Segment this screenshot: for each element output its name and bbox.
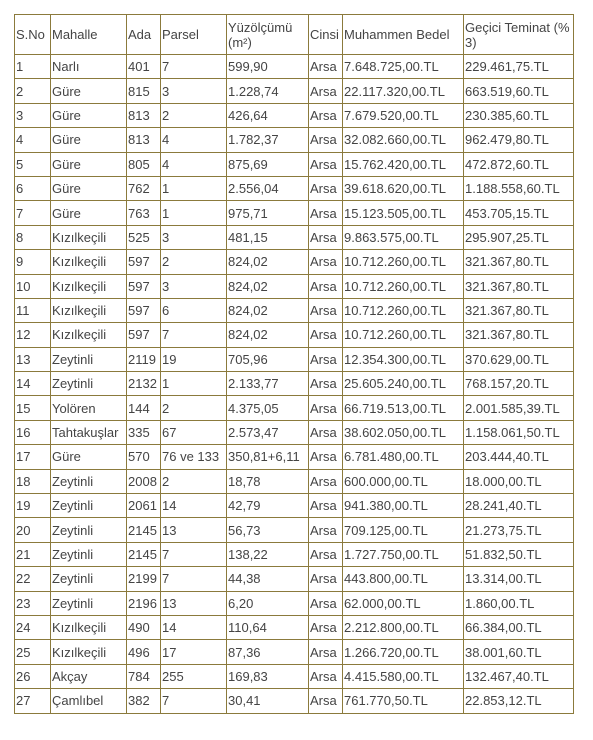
table-body: [15, 55, 574, 714]
cell-yuzolcumu: 824,02: [227, 298, 309, 322]
cell-yuzolcumu: 481,15: [227, 225, 309, 249]
cell-mahalle: Kızılkeçili: [51, 250, 127, 274]
cell-parsel: 4: [161, 128, 227, 152]
cell-sno: 23: [15, 591, 51, 615]
cell-yuzolcumu: 138,22: [227, 542, 309, 566]
cell-sno: 18: [15, 469, 51, 493]
cell-teminat: 663.519,60.TL: [464, 79, 574, 103]
cell-mahalle: Narlı: [51, 55, 127, 79]
cell-teminat: 1.158.061,50.TL: [464, 420, 574, 444]
header-parsel: Parsel: [161, 15, 227, 55]
header-bedel: Muhammen Bedel: [343, 15, 464, 55]
cell-mahalle: Kızılkeçili: [51, 323, 127, 347]
cell-sno: 12: [15, 323, 51, 347]
cell-bedel: 10.712.260,00.TL: [343, 298, 464, 322]
cell-mahalle: Kızılkeçili: [51, 274, 127, 298]
table-row: [15, 176, 574, 200]
table-row: [15, 640, 574, 664]
cell-parsel: 3: [161, 225, 227, 249]
cell-yuzolcumu: 2.133,77: [227, 372, 309, 396]
table-row: [15, 494, 574, 518]
cell-bedel: 10.712.260,00.TL: [343, 274, 464, 298]
cell-sno: 1: [15, 55, 51, 79]
cell-ada: 401: [127, 55, 161, 79]
cell-sno: 27: [15, 689, 51, 713]
cell-parsel: 2: [161, 103, 227, 127]
cell-yuzolcumu: 44,38: [227, 567, 309, 591]
cell-yuzolcumu: 110,64: [227, 615, 309, 639]
cell-cinsi: Arsa: [309, 615, 343, 639]
cell-mahalle: Güre: [51, 445, 127, 469]
cell-ada: 762: [127, 176, 161, 200]
cell-mahalle: Tahtakuşlar: [51, 420, 127, 444]
cell-bedel: 4.415.580,00.TL: [343, 664, 464, 688]
cell-bedel: 1.266.720,00.TL: [343, 640, 464, 664]
cell-parsel: 1: [161, 176, 227, 200]
cell-cinsi: Arsa: [309, 225, 343, 249]
cell-sno: 8: [15, 225, 51, 249]
header-mahalle: Mahalle: [51, 15, 127, 55]
cell-bedel: 15.762.420,00.TL: [343, 152, 464, 176]
cell-parsel: 1: [161, 201, 227, 225]
cell-yuzolcumu: 6,20: [227, 591, 309, 615]
cell-ada: 525: [127, 225, 161, 249]
cell-cinsi: Arsa: [309, 152, 343, 176]
cell-parsel: 13: [161, 591, 227, 615]
cell-sno: 26: [15, 664, 51, 688]
cell-ada: 335: [127, 420, 161, 444]
cell-yuzolcumu: 42,79: [227, 494, 309, 518]
cell-sno: 25: [15, 640, 51, 664]
cell-ada: 815: [127, 79, 161, 103]
cell-teminat: 230.385,60.TL: [464, 103, 574, 127]
cell-parsel: 4: [161, 152, 227, 176]
cell-yuzolcumu: 824,02: [227, 323, 309, 347]
table-row: [15, 567, 574, 591]
cell-parsel: 3: [161, 79, 227, 103]
header-ada: Ada: [127, 15, 161, 55]
table-row: [15, 664, 574, 688]
table-row: [15, 79, 574, 103]
cell-yuzolcumu: 824,02: [227, 250, 309, 274]
cell-sno: 4: [15, 128, 51, 152]
cell-teminat: 962.479,80.TL: [464, 128, 574, 152]
cell-mahalle: Güre: [51, 152, 127, 176]
cell-cinsi: Arsa: [309, 591, 343, 615]
cell-ada: 144: [127, 396, 161, 420]
cell-bedel: 709.125,00.TL: [343, 518, 464, 542]
cell-bedel: 62.000,00.TL: [343, 591, 464, 615]
cell-cinsi: Arsa: [309, 640, 343, 664]
cell-teminat: 18.000,00.TL: [464, 469, 574, 493]
cell-mahalle: Yolören: [51, 396, 127, 420]
cell-yuzolcumu: 169,83: [227, 664, 309, 688]
cell-mahalle: Zeytinli: [51, 518, 127, 542]
cell-ada: 382: [127, 689, 161, 713]
cell-mahalle: Zeytinli: [51, 567, 127, 591]
cell-parsel: 7: [161, 542, 227, 566]
cell-sno: 13: [15, 347, 51, 371]
cell-teminat: 453.705,15.TL: [464, 201, 574, 225]
cell-sno: 24: [15, 615, 51, 639]
cell-parsel: 17: [161, 640, 227, 664]
cell-cinsi: Arsa: [309, 445, 343, 469]
cell-ada: 805: [127, 152, 161, 176]
cell-yuzolcumu: 705,96: [227, 347, 309, 371]
cell-ada: 2008: [127, 469, 161, 493]
cell-yuzolcumu: 824,02: [227, 274, 309, 298]
cell-parsel: 19: [161, 347, 227, 371]
cell-teminat: 21.273,75.TL: [464, 518, 574, 542]
cell-cinsi: Arsa: [309, 518, 343, 542]
cell-yuzolcumu: 2.573,47: [227, 420, 309, 444]
cell-sno: 2: [15, 79, 51, 103]
cell-ada: 813: [127, 103, 161, 127]
cell-yuzolcumu: 56,73: [227, 518, 309, 542]
table-row: [15, 420, 574, 444]
table-row: [15, 689, 574, 713]
cell-sno: 7: [15, 201, 51, 225]
cell-cinsi: Arsa: [309, 323, 343, 347]
cell-ada: 2132: [127, 372, 161, 396]
table-row: [15, 274, 574, 298]
cell-cinsi: Arsa: [309, 274, 343, 298]
cell-ada: 490: [127, 615, 161, 639]
cell-cinsi: Arsa: [309, 347, 343, 371]
cell-sno: 9: [15, 250, 51, 274]
cell-mahalle: Zeytinli: [51, 347, 127, 371]
table-header: [15, 15, 574, 55]
cell-mahalle: Zeytinli: [51, 494, 127, 518]
cell-yuzolcumu: 30,41: [227, 689, 309, 713]
header-cinsi: Cinsi: [309, 15, 343, 55]
cell-parsel: 76 ve 133: [161, 445, 227, 469]
cell-teminat: 132.467,40.TL: [464, 664, 574, 688]
cell-teminat: 22.853,12.TL: [464, 689, 574, 713]
cell-teminat: 1.188.558,60.TL: [464, 176, 574, 200]
cell-cinsi: Arsa: [309, 176, 343, 200]
cell-bedel: 443.800,00.TL: [343, 567, 464, 591]
cell-mahalle: Zeytinli: [51, 469, 127, 493]
cell-mahalle: Kızılkeçili: [51, 225, 127, 249]
cell-mahalle: Zeytinli: [51, 591, 127, 615]
cell-ada: 597: [127, 274, 161, 298]
cell-parsel: 7: [161, 323, 227, 347]
cell-bedel: 15.123.505,00.TL: [343, 201, 464, 225]
cell-bedel: 761.770,50.TL: [343, 689, 464, 713]
cell-parsel: 2: [161, 396, 227, 420]
cell-cinsi: Arsa: [309, 396, 343, 420]
cell-ada: 570: [127, 445, 161, 469]
cell-yuzolcumu: 2.556,04: [227, 176, 309, 200]
table-row: [15, 298, 574, 322]
cell-yuzolcumu: 599,90: [227, 55, 309, 79]
cell-sno: 19: [15, 494, 51, 518]
cell-bedel: 1.727.750,00.TL: [343, 542, 464, 566]
cell-bedel: 600.000,00.TL: [343, 469, 464, 493]
cell-ada: 763: [127, 201, 161, 225]
cell-teminat: 13.314,00.TL: [464, 567, 574, 591]
cell-yuzolcumu: 975,71: [227, 201, 309, 225]
cell-ada: 2145: [127, 518, 161, 542]
cell-parsel: 7: [161, 567, 227, 591]
cell-bedel: 9.863.575,00.TL: [343, 225, 464, 249]
cell-bedel: 22.117.320,00.TL: [343, 79, 464, 103]
cell-ada: 813: [127, 128, 161, 152]
cell-bedel: 12.354.300,00.TL: [343, 347, 464, 371]
table-row: [15, 518, 574, 542]
cell-yuzolcumu: 18,78: [227, 469, 309, 493]
cell-parsel: 13: [161, 518, 227, 542]
cell-teminat: 768.157,20.TL: [464, 372, 574, 396]
cell-teminat: 295.907,25.TL: [464, 225, 574, 249]
cell-teminat: 28.241,40.TL: [464, 494, 574, 518]
cell-parsel: 14: [161, 615, 227, 639]
cell-cinsi: Arsa: [309, 250, 343, 274]
cell-teminat: 66.384,00.TL: [464, 615, 574, 639]
cell-cinsi: Arsa: [309, 79, 343, 103]
table-row: [15, 347, 574, 371]
table-row: [15, 396, 574, 420]
cell-cinsi: Arsa: [309, 494, 343, 518]
cell-ada: 2119: [127, 347, 161, 371]
cell-teminat: 229.461,75.TL: [464, 55, 574, 79]
cell-parsel: 7: [161, 55, 227, 79]
cell-bedel: 25.605.240,00.TL: [343, 372, 464, 396]
cell-bedel: 6.781.480,00.TL: [343, 445, 464, 469]
table-row: [15, 55, 574, 79]
table-row: [15, 152, 574, 176]
cell-teminat: 1.860,00.TL: [464, 591, 574, 615]
cell-parsel: 7: [161, 689, 227, 713]
cell-cinsi: Arsa: [309, 567, 343, 591]
cell-mahalle: Kızılkeçili: [51, 615, 127, 639]
cell-parsel: 2: [161, 469, 227, 493]
cell-bedel: 32.082.660,00.TL: [343, 128, 464, 152]
table-row: [15, 591, 574, 615]
cell-yuzolcumu: 350,81+6,11: [227, 445, 309, 469]
cell-yuzolcumu: 87,36: [227, 640, 309, 664]
cell-yuzolcumu: 875,69: [227, 152, 309, 176]
cell-cinsi: Arsa: [309, 298, 343, 322]
cell-cinsi: Arsa: [309, 372, 343, 396]
table-row: [15, 615, 574, 639]
cell-sno: 3: [15, 103, 51, 127]
cell-ada: 2061: [127, 494, 161, 518]
cell-sno: 10: [15, 274, 51, 298]
cell-sno: 14: [15, 372, 51, 396]
cell-bedel: 7.679.520,00.TL: [343, 103, 464, 127]
cell-bedel: 66.719.513,00.TL: [343, 396, 464, 420]
cell-yuzolcumu: 1.228,74: [227, 79, 309, 103]
table-row: [15, 445, 574, 469]
cell-parsel: 6: [161, 298, 227, 322]
cell-yuzolcumu: 4.375,05: [227, 396, 309, 420]
cell-ada: 2196: [127, 591, 161, 615]
cell-teminat: 321.367,80.TL: [464, 298, 574, 322]
cell-mahalle: Akçay: [51, 664, 127, 688]
header-sno: S.No: [15, 15, 51, 55]
cell-teminat: 2.001.585,39.TL: [464, 396, 574, 420]
cell-mahalle: Zeytinli: [51, 542, 127, 566]
cell-teminat: 38.001,60.TL: [464, 640, 574, 664]
cell-parsel: 3: [161, 274, 227, 298]
cell-cinsi: Arsa: [309, 128, 343, 152]
cell-sno: 5: [15, 152, 51, 176]
cell-parsel: 2: [161, 250, 227, 274]
cell-cinsi: Arsa: [309, 55, 343, 79]
cell-teminat: 203.444,40.TL: [464, 445, 574, 469]
cell-parsel: 14: [161, 494, 227, 518]
cell-sno: 11: [15, 298, 51, 322]
cell-mahalle: Güre: [51, 176, 127, 200]
cell-teminat: 321.367,80.TL: [464, 323, 574, 347]
auction-table: [14, 14, 574, 714]
cell-bedel: 39.618.620,00.TL: [343, 176, 464, 200]
cell-sno: 21: [15, 542, 51, 566]
cell-sno: 15: [15, 396, 51, 420]
cell-mahalle: Çamlıbel: [51, 689, 127, 713]
cell-bedel: 7.648.725,00.TL: [343, 55, 464, 79]
cell-teminat: 370.629,00.TL: [464, 347, 574, 371]
cell-parsel: 67: [161, 420, 227, 444]
cell-mahalle: Güre: [51, 201, 127, 225]
cell-ada: 2199: [127, 567, 161, 591]
cell-sno: 6: [15, 176, 51, 200]
table-row: [15, 225, 574, 249]
cell-cinsi: Arsa: [309, 103, 343, 127]
cell-cinsi: Arsa: [309, 420, 343, 444]
cell-parsel: 255: [161, 664, 227, 688]
cell-sno: 20: [15, 518, 51, 542]
cell-ada: 496: [127, 640, 161, 664]
cell-sno: 17: [15, 445, 51, 469]
table-row: [15, 542, 574, 566]
table-row: [15, 469, 574, 493]
cell-bedel: 2.212.800,00.TL: [343, 615, 464, 639]
cell-mahalle: Zeytinli: [51, 372, 127, 396]
cell-bedel: 941.380,00.TL: [343, 494, 464, 518]
header-yuzolcumu: Yüzölçümü (m²): [227, 15, 309, 55]
table-row: [15, 103, 574, 127]
cell-mahalle: Güre: [51, 79, 127, 103]
cell-sno: 16: [15, 420, 51, 444]
cell-mahalle: Güre: [51, 128, 127, 152]
cell-mahalle: Kızılkeçili: [51, 640, 127, 664]
cell-cinsi: Arsa: [309, 469, 343, 493]
cell-sno: 22: [15, 567, 51, 591]
header-teminat: Geçici Teminat (% 3): [464, 15, 574, 55]
cell-ada: 597: [127, 323, 161, 347]
table-row: [15, 250, 574, 274]
table-row: [15, 128, 574, 152]
cell-teminat: 321.367,80.TL: [464, 274, 574, 298]
cell-cinsi: Arsa: [309, 201, 343, 225]
cell-cinsi: Arsa: [309, 664, 343, 688]
cell-bedel: 10.712.260,00.TL: [343, 323, 464, 347]
cell-mahalle: Kızılkeçili: [51, 298, 127, 322]
cell-cinsi: Arsa: [309, 689, 343, 713]
cell-parsel: 1: [161, 372, 227, 396]
cell-teminat: 51.832,50.TL: [464, 542, 574, 566]
table-row: [15, 323, 574, 347]
cell-mahalle: Güre: [51, 103, 127, 127]
cell-bedel: 10.712.260,00.TL: [343, 250, 464, 274]
table-row: [15, 372, 574, 396]
cell-cinsi: Arsa: [309, 542, 343, 566]
header-row: [15, 15, 574, 55]
cell-teminat: 321.367,80.TL: [464, 250, 574, 274]
cell-yuzolcumu: 1.782,37: [227, 128, 309, 152]
table-row: [15, 201, 574, 225]
cell-yuzolcumu: 426,64: [227, 103, 309, 127]
cell-ada: 597: [127, 298, 161, 322]
cell-teminat: 472.872,60.TL: [464, 152, 574, 176]
cell-ada: 597: [127, 250, 161, 274]
cell-ada: 2145: [127, 542, 161, 566]
cell-ada: 784: [127, 664, 161, 688]
cell-bedel: 38.602.050,00.TL: [343, 420, 464, 444]
